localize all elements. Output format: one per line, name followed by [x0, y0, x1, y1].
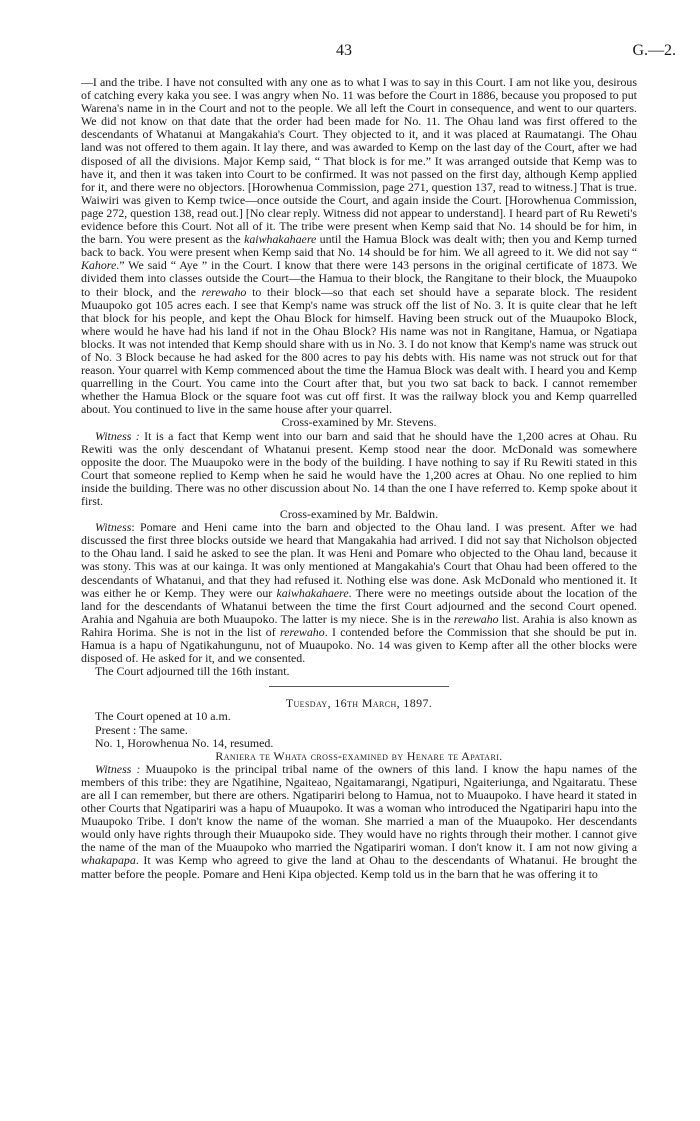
- divider-rule: [269, 686, 449, 687]
- adjournment-note: The Court adjourned till the 16th instant.: [95, 664, 290, 679]
- document-body: [81, 76, 637, 881]
- case-resumed: No. 1, Horowhenua No. 14, resumed.: [95, 735, 274, 750]
- series-code: G.—2.: [632, 42, 676, 59]
- session-date: Tuesday, 16th March, 1897.: [285, 696, 433, 711]
- section-heading-stevens: Cross-examined by Mr. Stevens.: [281, 415, 437, 430]
- page-header: [0, 42, 700, 62]
- court-opened: The Court opened at 10 a.m.: [95, 709, 231, 724]
- paragraph-raniera: Witness : Muaupoko is the principal tribal name of the owners of this land. I know the hapu names of the members of this tribe: they are Ngatihine, Ngaiteao, Ngaitamarangi, Ngatipuri, Ngaiteriunga, and Ngaitaratu. These are all I can remember, but there are others. Ngatipariri belong to Hamua, not to Muaupoko. I have heard it stated in other Courts that Ngatipariri was a hapu of Muaupoko. It was a woman who introduced the Ngatipariri hapu into the Muaupoko Tribe. I don't know the name of the woman. She married a man of the Muaupoko. Her descendants would only have rights through their Muaupoko side. They would have no rights through their mother. I cannot give the name of the man of the Muaupoko who married the Ngatipariri woman. I don't know it. I am not now giving a whakapapa. It was Kemp who agreed to give the land at Ohau to the descendants of Whatanui. He brought the matter before the people. Pomare and Heni Kipa objected. Kemp told us in the barn that he was offering it to: [81, 761, 638, 881]
- section-heading-raniera: Raniera te Whata cross-examined by Henare te Apatari.: [215, 748, 503, 763]
- paragraph-testimony: —I and the tribe. I have not consulted with any one as to what I was to say in this Court. I am not like you, desirous of catching every kaka you see. I was angry when No. 11 was before the Court in 1886, because you proposed to put Warena's name in in the Court and not to the people. We all left the Court in consequence, and went to our quarters. We did not know on that date that the order had been made for No. 11. The Ohau land was first offered to the descendants of Whatanui at Mangakahia's Court. They objected to it, and it was placed at Raumatangi. The Ohau land was not offered to them again. It lay there, and was awarded to Kemp on the last day of the Court, after we had disposed of all the divisions. Major Kemp said, “ That block is for me.” It was arranged outside that Kemp was to have it, and then it was taken into Court to be confirmed. It was not passed on the first day, although Kemp applied for it, and there were no objectors. [Horowhenua Commission, page 271, question 137, read to witness.] That is true. Waiwiri was given to Kemp twice—once outside the Court, and again inside the Court. [Horowhenua Commission, page 272, question 138, read out.] [No clear reply. Witness did not appear to understand]. I heard part of Ru Reweti's evidence before this Court. Not all of it. The tribe were present when Kemp said that No. 14 should be for him, in the barn. You were present as the kaiwhakahaere until the Hamua Block was dealt with; then you and Kemp turned back to back. You were present when Kemp said that No. 14 should be for him. We all agreed to it. We did not say “ Kahore.” We said “ Aye ” in the Court. I know that there were 143 persons in the original certificate of 1873. We divided them into classes outside the Court—the Hamua to their block, the Rangitane to their block, the Muaupoko to their block, and the rerewaho to their block—so that each set should have a separate block. The resident Muaupoko got 105 acres each. I see that Kemp's name was struck off the list of No. 3. It is quite clear that he left that block for his people, and kept the Ohau Block for himself. Having been struck out of the Muaupoko Block, where would he have had his land if not in the Ohau Block? His name was not in Rangitane, Hamua, or Ngatiapa blocks. It was not intended that Kemp should share with us in No. 3. I do not know that Kemp's name was struck out of No. 3 Block because he had asked for the 800 acres to pay his debts with. His name was not struck out for that reason. Your quarrel with Kemp commenced about the time the Hamua Block was dealt with. I heard you and Kemp quarrelling in the Court. You came into the Court after that, but you two sat back to back. I cannot remember whether the Hamua Block or the square foot was cut off first. It was the railway block you and Kemp quarrelled about. You continued to live in the same house after your quarrel.: [81, 75, 637, 417]
- paragraph-stevens: Witness : It is a fact that Kemp went into our barn and said that he should have the 1,200 acres at Ohau. Ru Rewiti was the only descendant of Whatanui present. Kemp stood near the door. McDonald was somewhere opposite the door. The Muaupoko were in the body of the building. I have nothing to say if Ru Rewiti stated in this Court that someone replied to Kemp when he said he would have the 1,200 acres at Ohau. No one replied to him inside the building. There was no other discussion about No. 14 than the one I have referred to. Kemp spoke about it first.: [81, 428, 638, 508]
- paragraph-baldwin: Witness: Pomare and Heni came into the barn and objected to the Ohau land. I was present. After we had discussed the first three blocks outside we heard that Mangakahia had arrived. I did not say that Nicholson objected to the Ohau land. I said he asked to see the plan. It was Heni and Pomare who objected to the Ohau land, because it was stony. This was at our kainga. It was only mentioned at Mangakahia's Court that Ohau had been offered to the descendants of Whatanui, and that they had refused it. Nothing else was done. Ask McDonald who mentioned it. It was either he or Kemp. They were our kaiwhakahaere. There were no meetings outside about the location of the land for the descendants of Whatanui between the time the first Court adjourned and the second Court opened. Arahia and Ngahuia are both Muaupoko. The latter is my niece. She is in the rerewaho list. Arahia is also known as Rahira Horima. She is not in the list of rerewaho. I contended before the Commission that she should be put in. Hamua is a hapu of Ngatikahungunu, not of Muaupoko. No. 14 was given to Kemp after all the other blocks were disposed of. He asked for it, and we consented.: [81, 520, 638, 666]
- present-note: Present : The same.: [95, 722, 188, 737]
- section-heading-baldwin: Cross-examined by Mr. Baldwin.: [279, 507, 439, 522]
- page-number: 43: [336, 42, 352, 59]
